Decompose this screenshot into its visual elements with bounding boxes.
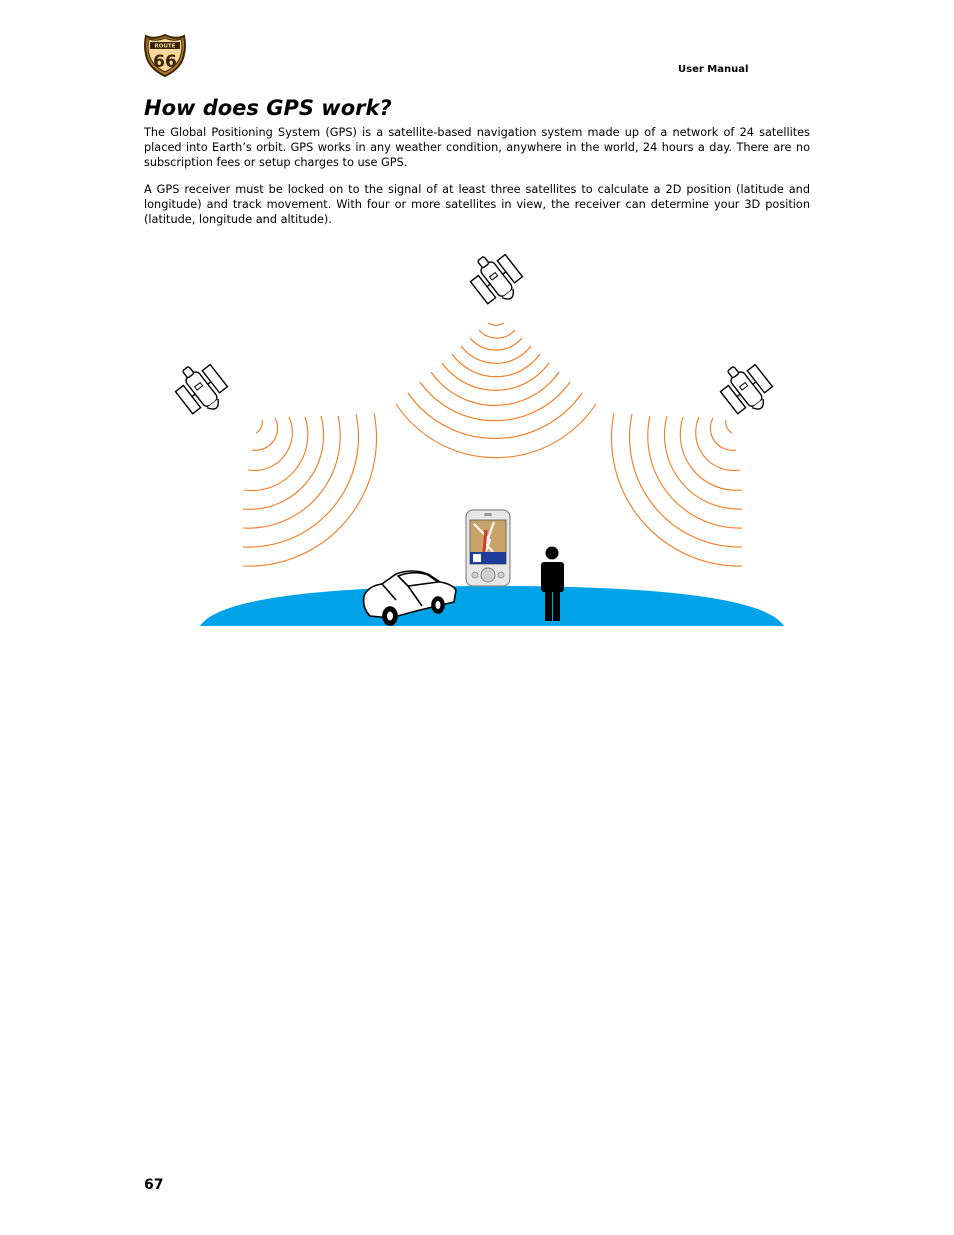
signal-waves-right — [612, 413, 742, 566]
satellite-icon — [713, 355, 778, 421]
signal-waves-left — [243, 413, 376, 566]
pda-device-icon — [466, 510, 510, 586]
logo-number-text: 66 — [153, 52, 177, 72]
earth-surface — [200, 586, 784, 626]
logo-route-text: ROUTE — [154, 43, 176, 50]
body-paragraph: The Global Positioning System (GPS) is a satellite-based navigation system made up of a network of 24 satellites placed into Earth’s orbit. GPS works in any weather condition, anywhere in the world, 24 hours a day. There are no subscription fees or setup charges to use GPS. — [144, 126, 810, 169]
satellite-icon — [168, 355, 233, 421]
page-number: 67 — [144, 1177, 164, 1193]
route66-logo — [142, 32, 188, 78]
satellite-icon — [463, 245, 528, 311]
gps-diagram — [140, 234, 800, 634]
page-title: How does GPS work? — [144, 96, 392, 120]
manual-label: User Manual — [678, 64, 749, 75]
body-paragraph: A GPS receiver must be locked on to the signal of at least three satellites to calculate a 2D position (latitude and longitude) and track movement. With four or more satellites in view, the receiver can determine your 3D position (latitude, longitude and altitude). — [144, 183, 810, 226]
signal-waves-top — [396, 323, 596, 458]
